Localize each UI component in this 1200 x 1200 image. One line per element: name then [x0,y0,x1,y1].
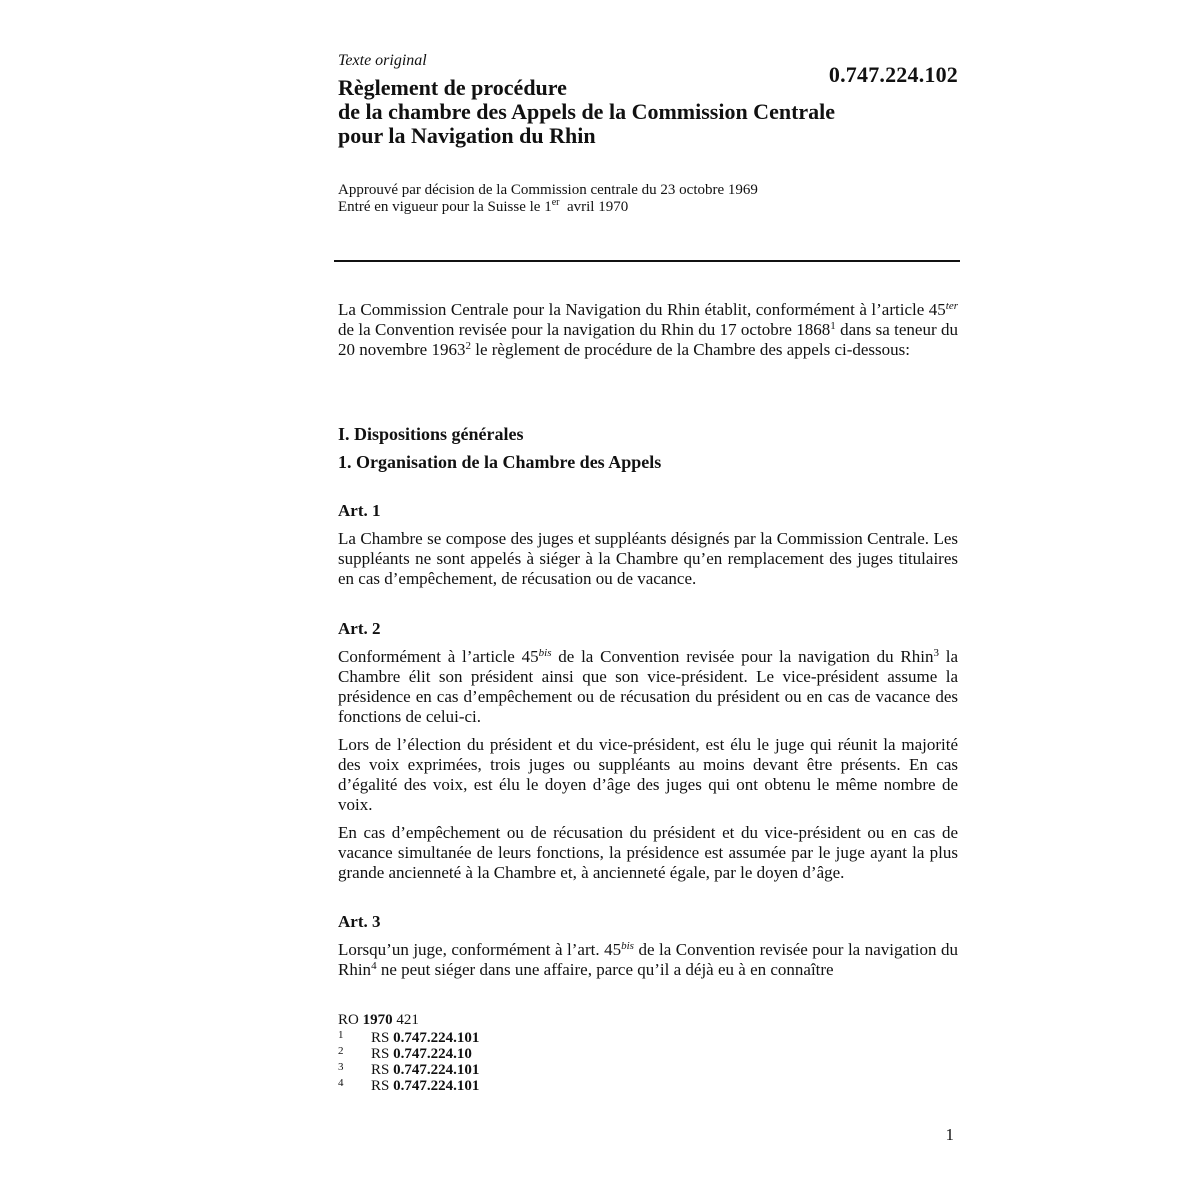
article-paragraph: En cas d’empêchement ou de récusation du président et du vice-président ou en cas de vacance simultanée de leurs fonctions, la présidence est assumée par le juge ayant la plus grande ancienneté à la Chambre et, à ancienneté égale, par le doyen d’âge. [338,823,958,882]
article-suffix: bis [621,940,634,952]
footnote-prefix: RS [371,1046,394,1062]
footnote-ref[interactable]: 3 [933,647,939,659]
part-heading: I. Dispositions générales [338,424,524,444]
article-paragraph: de la Convention revisée pour la navigation du Rhin [551,647,934,666]
chapter-heading: 1. Organisation de la Chambre des Appels [338,452,662,472]
footnote-ref[interactable]: 1 [830,320,836,332]
entry-into-force-line [338,199,958,216]
texte-original-label: Texte original [338,52,427,69]
document-page [338,52,958,1144]
article-paragraph: de la Convention revisée pour la navigation du Rhin [338,940,958,979]
ro-reference [338,1012,419,1030]
footnote-number: 3 [338,1061,344,1073]
article-3-text [338,940,958,980]
title-line: pour la Navigation du Rhin [338,123,596,148]
entry-date: avril 1970 [559,199,629,215]
preamble-text: La Commission Centrale pour la Navigation du Rhin établit, conformément à l’article 45 [338,300,946,319]
article-suffix: bis [538,647,552,659]
preamble [338,300,958,360]
footnote-prefix: RS [371,1062,394,1078]
article-1-text [338,529,958,589]
entry-text: Entré en vigueur pour la Suisse le 1 [338,199,552,215]
footnote-number: 2 [338,1045,344,1057]
article-3-title: Art. 3 [338,912,381,931]
article-paragraph: ne peut siéger dans une affaire, parce qu’il a déjà eu à en connaître [376,960,834,979]
article-suffix: ter [945,300,958,312]
preamble-text: dans sa teneur du 20 novembre 1963 [338,320,958,359]
article-paragraph: Conformément à l’article 45 [338,647,539,666]
ro-page: 421 [392,1012,419,1028]
article-2-text [338,647,958,883]
ro-year: 1970 [362,1012,393,1028]
article-1-title: Art. 1 [338,501,381,520]
ordinal-sup: er [551,197,560,208]
footnote-item [338,1029,480,1046]
footnote-prefix: RS [371,1030,394,1046]
preamble-text: le règlement de procédure de la Chambre des appels ci-dessous: [470,340,910,359]
footnote-ref-link[interactable]: 0.747.224.10 [393,1046,472,1062]
footnote-number: 4 [338,1077,344,1089]
footnote-item [338,1077,480,1094]
article-paragraph: Lors de l’élection du président et du vice-président, est élu le juge qui réunit la majorité des voix exprimées, trois juges ou suppléants au moins devant être présents. En cas d’égalité des voix, est élu le doyen d’âge des juges qui ont obtenu le même nombre de voix. [338,735,958,814]
article-paragraph: La Chambre se compose des juges et suppléants désignés par la Commission Centrale. Les suppléants ne sont appelés à siéger à la Chambre qu’en remplacement des juges titulaires en cas d’empêchement, de récusation ou de vacance. [338,529,958,588]
footnote-prefix: RS [371,1078,394,1094]
footnote-number: 1 [338,1029,344,1041]
footnote-item [338,1061,480,1078]
footnote-ref-link[interactable]: 0.747.224.101 [393,1030,480,1046]
title-line: Règlement de procédure [338,75,567,100]
footnote-item [338,1045,472,1062]
header-divider [334,260,960,262]
article-paragraph: Lorsqu’un juge, conformément à l’art. 45 [338,940,622,959]
title-line: de la chambre des Appels de la Commission Centrale [338,99,836,124]
approval-info [338,182,958,216]
footnotes [338,1012,480,1094]
sr-number: 0.747.224.102 [828,62,958,87]
footnote-ref-link[interactable]: 0.747.224.101 [393,1078,480,1094]
preamble-text: de la Convention revisée pour la navigation du Rhin du 17 octobre 1868 [338,320,831,339]
article-paragraph: la Chambre élit son président ainsi que son vice-président. Le vice-président assume la présidence en cas d’empêchement ou de récusation du président ou en cas de vacance des fonctions de celui-ci. [338,647,958,726]
page-number: 1 [945,1125,954,1144]
footnote-ref-link[interactable]: 0.747.224.101 [393,1062,480,1078]
ro-prefix: RO [338,1012,363,1028]
approval-line: Approuvé par décision de la Commission centrale du 23 octobre 1969 [338,182,758,198]
footnote-ref[interactable]: 2 [465,340,471,352]
footnote-ref[interactable]: 4 [371,960,377,972]
article-2-title: Art. 2 [338,619,381,638]
